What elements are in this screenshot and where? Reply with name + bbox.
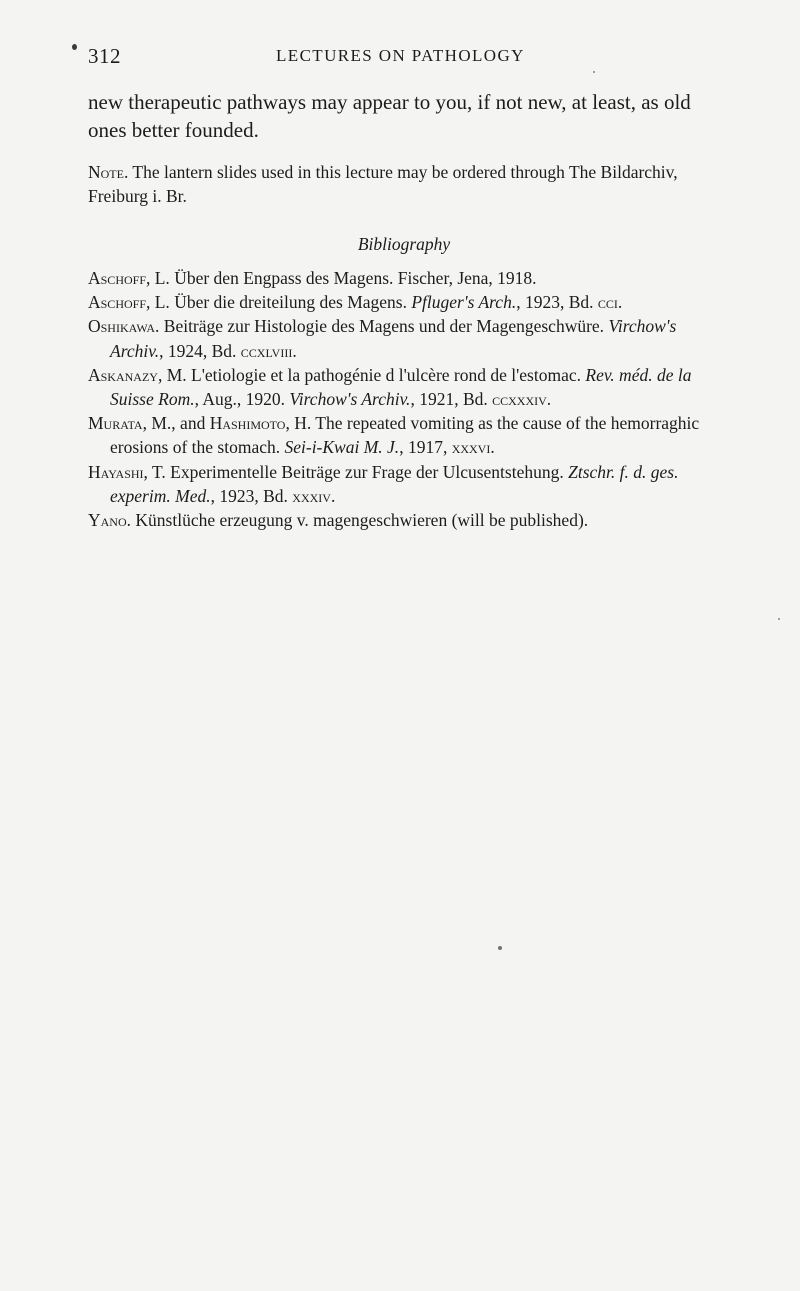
entry-volume: ccxlviii [240,340,293,361]
entry-end: . [490,437,495,458]
entry-end: . [330,485,336,506]
bibliography-list [88,266,720,532]
entry-year: , 1924, Bd. [159,340,241,361]
body-paragraph-text: new therapeutic pathways may appear to you, if not new, at least, as old ones better founded. [88,90,691,142]
note-text: The lantern slides used in this lecture may be ordered through The Bildarchiv, Freiburg i. Br. [88,162,678,206]
bibliography-heading: Bibliography [357,234,451,254]
note-label: Note. [88,162,129,182]
entry-end: . [292,340,297,361]
bibliography-entry [88,314,720,362]
page-number: 312 [88,44,121,68]
bibliography-entry [88,411,720,459]
entry-journal: Sei-i-Kwai M. J. [284,437,400,458]
entry-author: Yano. [88,510,132,531]
entry-author: Askanazy, M. [88,364,187,385]
entry-journal-secondary: Virchow's Archiv. [289,389,411,410]
entry-volume: xxxvi [451,437,491,458]
bibliography-entry [88,508,720,532]
entry-author: Oshikawa. [88,316,160,337]
ink-speck [72,44,77,50]
entry-title: The repeated vomiting as the cause of the hemorraghic erosions of the stomach. [110,413,700,458]
body-paragraph [88,88,720,144]
entry-year: , 1923, Bd. [210,485,293,506]
entry-conjunction: , and [171,413,210,434]
note-paragraph [88,160,720,208]
entry-author: Aschoff, L. [88,292,170,313]
entry-text: Über den Engpass des Magens. Fischer, Jena, 1918. [169,268,537,288]
entry-volume: ccxxxiv [492,389,547,410]
entry-date: , Aug., 1920. [194,389,290,410]
entry-author: Murata, M. [88,413,172,434]
entry-year: , 1923, Bd. [516,292,598,313]
entry-year: , 1921, Bd. [410,389,493,410]
entry-end: . [617,292,623,313]
entry-volume: cci [597,292,618,313]
bibliography-entry [88,363,720,411]
entry-journal: Ztschr. f. d. ges. experim. Med. [110,461,679,506]
entry-volume: xxxiv [292,485,331,506]
entry-text: Künstlüche erzeugung v. magengeschwieren (will be published). [131,510,589,531]
bibliography-entry [88,290,720,314]
bibliography-entry [88,266,720,290]
entry-author: Hayashi, T. [88,461,166,482]
ink-speck [778,618,780,620]
ink-speck [498,946,502,950]
entry-title: Experimentelle Beiträge zur Frage der Ulcusentstehung. [165,461,569,482]
entry-journal: Pfluger's Arch. [411,292,517,313]
page-header [88,44,720,72]
entry-author-secondary: Hashimoto, H. [209,413,312,434]
entry-title: Über die dreiteilung des Magens. [169,292,412,313]
bibliography-entry [88,460,720,508]
entry-journal: Virchow's Archiv. [110,316,677,361]
ink-speck [593,71,595,73]
entry-title: Beiträge zur Histologie des Magens und der Magengeschwüre. [159,316,609,337]
entry-end: . [546,389,552,410]
entry-title: L'etiologie et la pathogénie d l'ulcère rond de l'estomac. [186,364,586,385]
entry-author: Aschoff, L. [88,268,170,288]
entry-year: , 1917, [399,437,452,458]
entry-journal: Rev. méd. de la Suisse Rom. [110,364,692,410]
running-head: LECTURES ON PATHOLOGY [276,46,525,65]
